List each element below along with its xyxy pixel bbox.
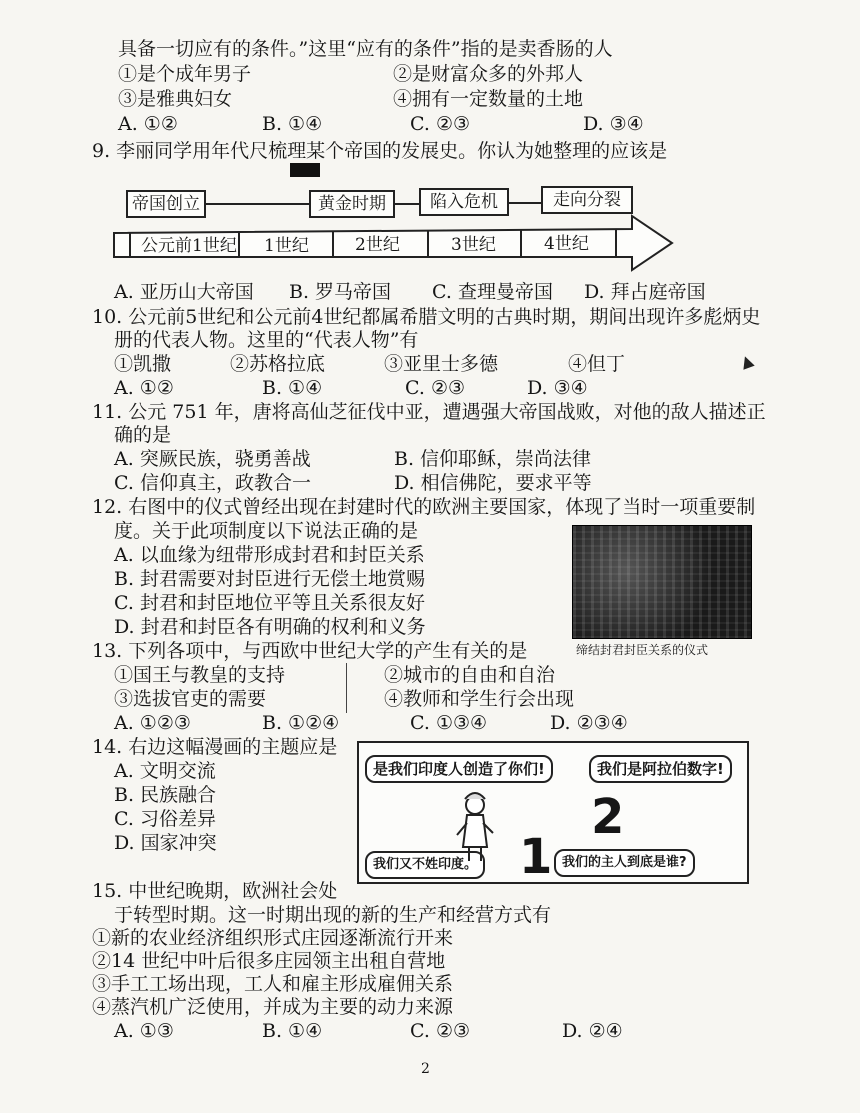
- q15-stem-line1: 15. 中世纪晚期，欧洲社会处: [92, 880, 338, 902]
- q15-stem-line2: 于转型时期。这一时期出现的新的生产和经营方式有: [114, 904, 552, 926]
- q13-choice-c: C. ①③④: [410, 712, 488, 734]
- photo-caption: 缔结封君封臣关系的仪式: [576, 643, 709, 657]
- speech-bubble-2: 我们的主人到底是谁?: [554, 849, 695, 877]
- q8-option-4: ④拥有一定数量的土地: [393, 88, 584, 110]
- q8-option-1: ①是个成年男子: [118, 63, 252, 85]
- timeline-tick-3: 2世纪: [355, 235, 400, 255]
- q10-choice-a: A. ①②: [114, 377, 174, 399]
- q12-stem-line1: 12. 右图中的仪式曾经出现在封建时代的欧洲主要国家，体现了当时一项重要制: [92, 496, 756, 518]
- q13-choice-b: B. ①②④: [262, 712, 340, 734]
- q8-choice-a: A. ①②: [118, 113, 178, 135]
- q11-stem-line1: 11. 公元 751 年，唐将高仙芝征伐中亚，遭遇强大帝国战败，对他的敌人描述正: [92, 401, 766, 423]
- q8-stem-tail: 具备一切应有的条件。”这里“应有的条件”指的是卖香肠的人: [118, 38, 613, 60]
- timeline-stage-4: 走向分裂: [541, 186, 633, 214]
- q10-stem-line2: 册的代表人物。这里的“代表人物”有: [114, 329, 419, 351]
- timeline-stage-1: 帝国创立: [126, 190, 206, 218]
- numeral-two: 2: [591, 789, 625, 845]
- q15-option-4: ④蒸汽机广泛使用，并成为主要的动力来源: [92, 996, 454, 1018]
- q15-choice-c: C. ②③: [410, 1020, 471, 1042]
- timeline-tick-5: 4世纪: [544, 234, 589, 254]
- q8-choice-b: B. ①④: [262, 113, 323, 135]
- q13-option-2: ②城市的自由和自治: [384, 664, 556, 686]
- q15-choice-b: B. ①④: [262, 1020, 323, 1042]
- indian-figure-icon: [359, 743, 751, 886]
- q10-option-1: ①凯撒: [114, 353, 172, 375]
- q8-choice-d: D. ③④: [583, 113, 644, 135]
- q10-option-2: ②苏格拉底: [230, 353, 326, 375]
- q9-choice-d: D. 拜占庭帝国: [584, 281, 706, 303]
- q10-option-4: ④但丁: [568, 353, 626, 375]
- q15-option-1: ①新的农业经济组织形式庄园逐渐流行开来: [92, 927, 454, 949]
- q11-choice-b: B. 信仰耶稣，崇尚法律: [394, 448, 592, 470]
- q15-choice-d: D. ②④: [562, 1020, 623, 1042]
- q14-stem: 14. 右边这幅漫画的主题应是: [92, 736, 338, 758]
- q9-choice-a: A. 亚历山大帝国: [114, 281, 254, 303]
- q15-option-2: ②14 世纪中叶后很多庄园领主出租自营地: [92, 950, 446, 972]
- q9-stem: 9. 李丽同学用年代尺梳理某个帝国的发展史。你认为她整理的应该是: [92, 140, 668, 162]
- speech-bubble-numerals: 我们是阿拉伯数字!: [589, 755, 732, 783]
- numeral-one: 1: [519, 829, 553, 885]
- q14-choice-c: C. 习俗差异: [114, 808, 216, 830]
- timeline-stage-2: 黄金时期: [309, 190, 395, 218]
- q11-choice-d: D. 相信佛陀，要求平等: [394, 472, 592, 494]
- q13-option-3: ③选拔官吏的需要: [114, 688, 267, 710]
- timeline-tick-1: 公元前1世纪: [141, 236, 237, 256]
- q13-option-4: ④教师和学生行会出现: [384, 688, 575, 710]
- speech-bubble-1: 我们又不姓印度。: [365, 851, 485, 879]
- q10-choice-b: B. ①④: [262, 377, 323, 399]
- timeline-stage-3: 陷入危机: [419, 188, 509, 216]
- q10-choice-c: C. ②③: [405, 377, 466, 399]
- page-number: 2: [421, 1061, 430, 1077]
- q12-choice-a: A. 以血缘为纽带形成封君和封臣关系: [114, 544, 425, 566]
- timeline-tick-2: 1世纪: [264, 236, 309, 256]
- q12-stem-line2: 度。关于此项制度以下说法正确的是: [114, 520, 419, 542]
- pointer-mark: [739, 354, 754, 369]
- timeline-axis: [0, 0, 860, 300]
- q10-choice-d: D. ③④: [527, 377, 588, 399]
- fold-line: [346, 663, 347, 713]
- q10-option-3: ③亚里士多德: [384, 353, 499, 375]
- q13-option-1: ①国王与教皇的支持: [114, 664, 286, 686]
- q12-choice-c: C. 封君和封臣地位平等且关系很友好: [114, 592, 425, 614]
- q8-option-2: ②是财富众多的外邦人: [393, 63, 584, 85]
- q9-choice-b: B. 罗马帝国: [289, 281, 392, 303]
- q12-choice-b: B. 封君需要对封臣进行无偿土地赏赐: [114, 568, 426, 590]
- q13-stem: 13. 下列各项中，与西欧中世纪大学的产生有关的是: [92, 640, 528, 662]
- q8-choice-c: C. ②③: [410, 113, 471, 135]
- q11-choice-c: C. 信仰真主，政教合一: [114, 472, 311, 494]
- q14-choice-d: D. 国家冲突: [114, 832, 217, 854]
- timeline-tick-4: 3世纪: [451, 235, 496, 255]
- speech-bubble-indian: 是我们印度人创造了你们!: [365, 755, 553, 783]
- q13-choice-a: A. ①②③: [114, 712, 191, 734]
- homage-ceremony-photo: [572, 525, 752, 639]
- q14-choice-b: B. 民族融合: [114, 784, 217, 806]
- q10-stem-line1: 10. 公元前5世纪和公元前4世纪都属希腊文明的古典时期，期间出现许多彪炳史: [92, 306, 761, 328]
- q15-option-3: ③手工工场出现，工人和雇主形成雇佣关系: [92, 973, 454, 995]
- q11-stem-line2: 确的是: [114, 424, 172, 446]
- q14-choice-a: A. 文明交流: [114, 760, 216, 782]
- q9-choice-c: C. 查理曼帝国: [432, 281, 553, 303]
- q12-choice-d: D. 封君和封臣各有明确的权利和义务: [114, 616, 426, 638]
- q15-choice-a: A. ①③: [114, 1020, 174, 1042]
- q13-choice-d: D. ②③④: [550, 712, 628, 734]
- q8-option-3: ③是雅典妇女: [118, 88, 233, 110]
- numerals-cartoon: [357, 741, 749, 884]
- q11-choice-a: A. 突厥民族，骁勇善战: [114, 448, 311, 470]
